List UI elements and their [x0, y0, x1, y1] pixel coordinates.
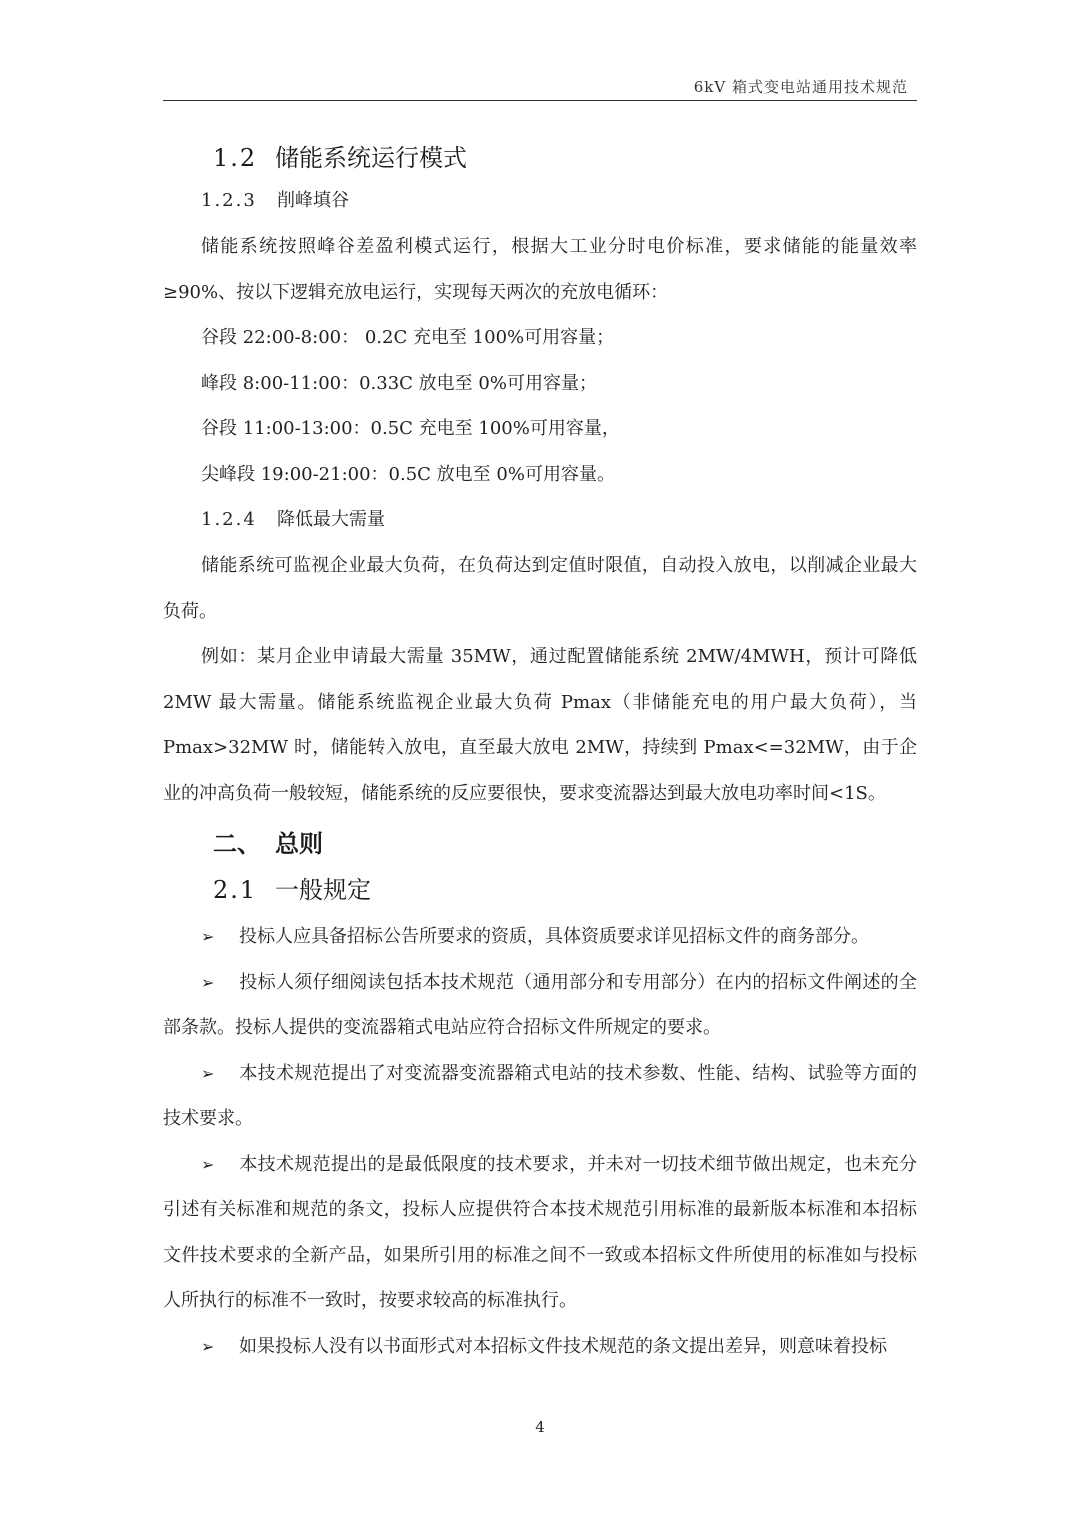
list-item [163, 960, 917, 1051]
header-rule [163, 100, 917, 101]
paragraph-demand-example: 例如：某月企业申请最大需量 35MW，通过配置储能系统 2MW/4MWH，预计可降低 2MW 最大需量。储能系统监视企业最大负荷 Pmax（非储能充电的用户最大负荷），当 Pmax>32MW 时，储能转入放电，直至最大放电 2MW，持续到 Pmax<=32MW，由于企业的冲高负荷一般较短，储能系统的反应要很快，要求变流器达到最大放电功率时间<1S。 [163, 646, 917, 804]
paragraph-peak-shaving-intro: 储能系统按照峰谷差盈利模式运行，根据大工业分时电价标准，要求储能的能量效率≥90%、按以下逻辑充放电运行，实现每天两次的充放电循环： [163, 236, 917, 303]
list-item [163, 914, 917, 960]
list-item-text: 投标人须仔细阅读包括本技术规范（通用部分和专用部分）在内的招标文件阐述的全部条款。投标人提供的变流器箱式电站应符合招标文件所规定的要求。 [163, 971, 917, 1038]
arrow-bullet-icon: ➢ [201, 1063, 215, 1083]
arrow-bullet-icon: ➢ [201, 972, 215, 992]
subsection-number: 1.2.3 [201, 190, 257, 211]
chapter-heading-2 [163, 824, 917, 864]
schedule-line: 谷段 11:00-13:00：0.5C 充电至 100%可用容量， [201, 418, 620, 439]
list-item-text: 本技术规范提出的是最低限度的技术要求，并未对一切技术细节做出规定，也未充分引述有关标准和规范的条文，投标人应提供符合本技术规范引用标准的最新版本标准和本招标文件技术要求的全新产品，如果所引用的标准之间不一致或本招标文件所使用的标准如与投标人所执行的标准不一致时，按要求较高的标准执行。 [163, 1153, 917, 1311]
arrow-bullet-icon: ➢ [201, 1154, 215, 1174]
list-item-text: 如果投标人没有以书面形式对本招标文件技术规范的条文提出差异，则意味着投标 [239, 1335, 887, 1357]
section-title: 储能系统运行模式 [275, 144, 467, 172]
page-number: 4 [535, 1418, 545, 1436]
subsection-number: 1.2.4 [201, 509, 257, 530]
list-item-text: 本技术规范提出了对变流器变流器箱式电站的技术参数、性能、结构、试验等方面的技术要求。 [163, 1062, 917, 1129]
list-item [163, 1051, 917, 1142]
list-item [163, 1142, 917, 1324]
schedule-line: 峰段 8:00-11:00：0.33C 放电至 0%可用容量； [201, 372, 597, 394]
section-heading-1-2 [163, 138, 917, 178]
arrow-bullet-icon: ➢ [201, 1336, 215, 1356]
subsection-heading-1-2-3 [163, 178, 917, 224]
subsection-title: 削峰填谷 [277, 190, 349, 211]
section-heading-2-1 [163, 870, 917, 910]
schedule-line: 谷段 22:00-8:00： 0.2C 充电至 100%可用容量； [201, 327, 615, 348]
page-body [163, 138, 917, 1369]
chapter-title: 总则 [275, 829, 323, 858]
paragraph-demand-monitoring: 储能系统可监视企业最大负荷，在负荷达到定值时限值，自动投入放电，以削减企业最大负荷。 [163, 555, 917, 622]
section-number: 1.2 [213, 144, 258, 172]
subsection-heading-1-2-4 [163, 497, 917, 543]
schedule-line: 尖峰段 19:00-21:00：0.5C 放电至 0%可用容量。 [201, 463, 615, 485]
section-title: 一般规定 [275, 876, 371, 904]
arrow-bullet-icon: ➢ [201, 927, 215, 946]
chapter-number: 二、 [213, 829, 261, 858]
running-header: 6kV 箱式变电站通用技术规范 [693, 78, 908, 96]
section-number: 2.1 [213, 876, 258, 904]
list-item [163, 1324, 917, 1370]
subsection-title: 降低最大需量 [277, 509, 385, 530]
list-item-text: 投标人应具备招标公告所要求的资质，具体资质要求详见招标文件的商务部分。 [239, 926, 869, 947]
